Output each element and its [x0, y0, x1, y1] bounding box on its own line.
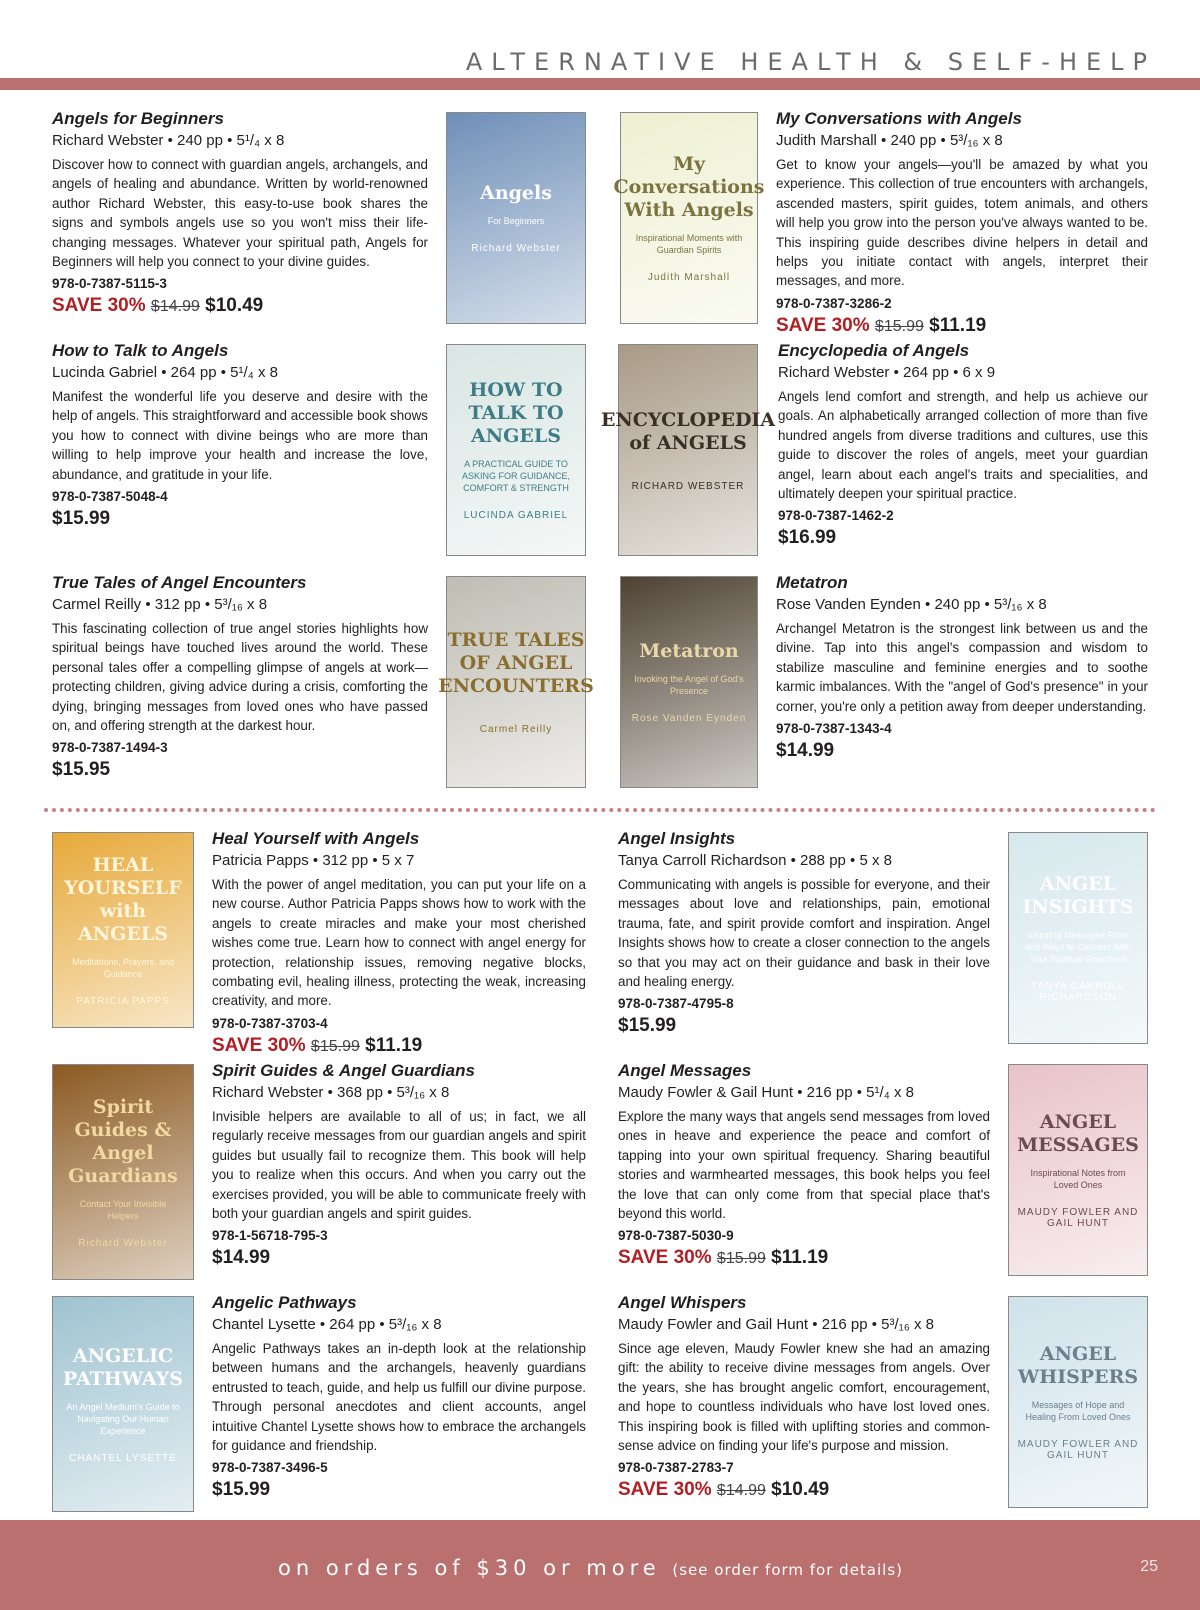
book-cover-image[interactable]: [446, 112, 586, 324]
book-meta: Judith Marshall • 240 pp • 5³/₁₆ x 8: [776, 132, 1003, 149]
cover-title: HOW TO TALK TO ANGELS: [468, 379, 564, 447]
book-description: Angels lend comfort and strength, and help us achieve our goals. An alphabetically arranged collection of more than five hundred angels from diverse traditions and cultures, use this guide to discover the roles of angels, meet your guardian angel, learn about each angel's traits and specialities, and ultimately deepen your spiritual practice.: [778, 389, 1148, 502]
book-size: 5¹/₄ x 8: [866, 1084, 914, 1101]
book-isbn: 978-0-7387-3496-5: [212, 1460, 328, 1476]
book-cover-image[interactable]: [52, 832, 194, 1028]
book-meta: Carmel Reilly • 312 pp • 5³/₁₆ x 8: [52, 596, 268, 613]
save-badge: SAVE 30%: [212, 1034, 306, 1056]
footer-promo-main: on orders of $30 or more: [278, 1556, 661, 1580]
book-price: $14.99: [776, 740, 835, 762]
book-pages: 368 pp: [337, 1084, 383, 1101]
book-cover-image[interactable]: [1008, 1064, 1148, 1276]
book-meta: Lucinda Gabriel • 264 pp • 5¹/₄ x 8: [52, 364, 278, 381]
save-badge: SAVE 30%: [776, 314, 870, 336]
save-badge: SAVE 30%: [618, 1247, 712, 1269]
original-price: $14.99: [150, 298, 200, 316]
book-description: With the power of angel meditation, you can put your life on a new course. Author Patricia Papps shows how to work with the angels to create miracles and make your most cherished wishes come true. Learn how to connect with angel energy for protection, relationship issues, removing negative blocks, combating evil, healing illness, protecting the weak, increasing creativity, and more.: [212, 877, 586, 1009]
original-price: $15.99: [716, 1250, 766, 1268]
book-description: Invisible helpers are available to all of us; in fact, we all regularly receive messages from our guardian angels and spirit guides but usually fail to recognize them. This book will help you to realize when this occurs. And when you carry out the exercises provided, you will be able to communicate freely with both your guardian angels and spirit guides.: [212, 1109, 586, 1222]
original-price: $15.99: [310, 1037, 360, 1055]
book-isbn: 978-0-7387-1343-4: [776, 721, 892, 737]
original-price: $15.99: [874, 317, 924, 335]
book-size: 5¹/₄ x 8: [230, 364, 278, 381]
book-title[interactable]: Angelic Pathways: [212, 1293, 357, 1312]
book-meta: Richard Webster • 240 pp • 5¹/₄ x 8: [52, 132, 285, 149]
book-entry: [212, 828, 586, 1059]
book-pages: 312 pp: [154, 596, 201, 613]
book-price: $11.19: [929, 314, 987, 336]
footer-promo-text: [278, 1556, 903, 1580]
book-pages: 288 pp: [800, 852, 846, 869]
save-badge: SAVE 30%: [52, 295, 146, 317]
cover-author: Richard Webster: [78, 1237, 168, 1249]
book-isbn: 978-0-7387-4795-8: [618, 996, 734, 1012]
book-cover-image[interactable]: [613, 112, 765, 324]
book-meta: Maudy Fowler & Gail Hunt • 216 pp • 5¹/₄ x 8: [618, 1084, 914, 1101]
book-author: Richard Webster: [212, 1084, 324, 1101]
book-entry: [52, 108, 428, 319]
book-size: 5¹/₄ x 8: [236, 132, 285, 149]
book-description: Since age eleven, Maudy Fowler knew she had an amazing gift: the ability to receive divine messages from angels. Over the years, she has brought angelic comfort, encouragement, and hope to countless individuals who have lost loved ones. This inspiring book is filled with uplifting stories and common-sense advice on finding your life's purpose and mission.: [618, 1341, 990, 1454]
book-title[interactable]: Heal Yourself with Angels: [212, 829, 420, 848]
book-isbn: 978-0-7387-3286-2: [776, 295, 892, 311]
dotted-divider: [44, 808, 1156, 812]
book-price: $10.49: [771, 1479, 830, 1501]
book-isbn: 978-0-7387-1494-3: [52, 740, 168, 756]
book-price: $15.99: [52, 508, 111, 530]
cover-author: Rose Vanden Eynden: [631, 713, 747, 724]
book-price: $15.99: [618, 1015, 677, 1037]
book-title[interactable]: True Tales of Angel Encounters: [52, 573, 307, 592]
book-price: $11.19: [365, 1034, 423, 1056]
book-author: Judith Marshall: [776, 132, 877, 149]
book-cover-image[interactable]: [620, 576, 758, 788]
book-price-line: [52, 758, 428, 782]
book-pages: 240 pp: [890, 132, 937, 149]
cover-title: Metatron: [639, 640, 739, 662]
book-title[interactable]: Metatron: [776, 573, 848, 592]
book-pages: 264 pp: [170, 364, 217, 381]
book-price-line: [618, 1014, 990, 1038]
book-author: Richard Webster: [778, 364, 890, 381]
cover-title: ANGELIC PATHWAYS: [63, 1344, 183, 1390]
cover-title: Spirit Guides & Angel Guardians: [68, 1095, 178, 1187]
book-title[interactable]: Angel Whispers: [618, 1293, 747, 1312]
book-entry: [776, 572, 1148, 763]
book-size: 6 x 9: [962, 364, 996, 381]
save-badge: SAVE 30%: [618, 1479, 712, 1501]
footer-promo-note: (see order form for details): [672, 1561, 903, 1579]
cover-title: Angels: [480, 182, 552, 204]
book-price: $14.99: [212, 1247, 271, 1269]
book-author: Maudy Fowler and Gail Hunt: [618, 1316, 809, 1333]
book-description: Get to know your angels—you'll be amazed by what you experience. This collection of true encounters with archangels, ascended masters, spirit guides, totem animals, and others will help you grow into the person you've always wanted to be. This inspiring guide describes divine helpers in detail and helps you initiate contact with angels, interpret their messages, and more.: [776, 157, 1148, 289]
cover-subtitle: Invoking the Angel of God's Presence: [634, 674, 744, 696]
book-title[interactable]: My Conversations with Angels: [776, 109, 1022, 128]
book-author: Maudy Fowler & Gail Hunt: [618, 1084, 794, 1101]
book-meta: Maudy Fowler and Gail Hunt • 216 pp • 5³/₁₆ x 8: [618, 1316, 934, 1333]
book-author: Richard Webster: [52, 132, 164, 149]
book-entry: [212, 1292, 586, 1502]
book-cover-image[interactable]: [52, 1064, 194, 1280]
cover-subtitle: Messages of Hope and Healing From Loved Ones: [1025, 1400, 1131, 1422]
book-description: Communicating with angels is possible for everyone, and their messages about love and relationships, pain, emotional trauma, fate, and spirit provide comfort and inspiration. Angel Insights shows how to create a closer connection to the angels so that you may act on their guidance and bask in their love and healing energy.: [618, 877, 990, 990]
book-title[interactable]: Angel Insights: [618, 829, 736, 848]
book-meta: Patricia Papps • 312 pp • 5 x 7: [212, 852, 415, 869]
book-cover-image[interactable]: [1008, 832, 1148, 1044]
cover-author: CHANTEL LYSETTE: [69, 1452, 177, 1464]
book-title[interactable]: Spirit Guides & Angel Guardians: [212, 1061, 475, 1080]
book-description: Explore the many ways that angels send messages from loved ones in heave and experience the peace and comfort of tapping into your own spiritual frequency. Sharing beautiful stories and warmhearted messages, this book helps you feel the love that can only come from that special place that's beyond this world.: [618, 1109, 990, 1222]
book-pages: 312 pp: [322, 852, 369, 869]
book-price-line: [212, 1246, 586, 1270]
book-title[interactable]: Encyclopedia of Angels: [778, 341, 970, 360]
footer-banner: [0, 1520, 1200, 1610]
book-title[interactable]: How to Talk to Angels: [52, 341, 229, 360]
cover-title: HEAL YOURSELF with ANGELS: [64, 853, 182, 945]
book-entry: [52, 572, 428, 782]
cover-title: ENCYCLOPEDIA of ANGELS: [600, 408, 776, 454]
book-author: Chantel Lysette: [212, 1316, 316, 1333]
book-title[interactable]: Angel Messages: [618, 1061, 752, 1080]
book-pages: 264 pp: [903, 364, 949, 381]
book-description: This fascinating collection of true angel stories highlights how spiritual beings have touched lives around the world. These personal tales offer a compelling glimpse of angels at work—protecting children, giving advice during a crisis, comforting the dying, bringing messages from loved ones who have passed on, and offering strength at the darkest hour.: [52, 621, 428, 734]
book-description: Manifest the wonderful life you deserve and desire with the help of angels. This straightforward and accessible book shows you how to connect with divine beings who are more than willing to help improve your health and increase the love, abundance, and gratitude in your life.: [52, 389, 428, 482]
book-isbn: 978-0-7387-5030-9: [618, 1228, 734, 1244]
book-cover-image[interactable]: [600, 344, 776, 556]
book-pages: 264 pp: [329, 1316, 376, 1333]
cover-title: TRUE TALES OF ANGEL ENCOUNTERS: [438, 629, 594, 697]
cover-author: RICHARD WEBSTER: [631, 480, 745, 492]
book-price-line: [52, 294, 428, 319]
book-description: Archangel Metatron is the strongest link between us and the divine. Tap into this angel's compassion and wisdom to stabilize masculine and feminine energies and to soothe karmic imbalances. With the "angel of God's presence" in your corner, you're only a petition away from deeper understanding.: [776, 621, 1148, 714]
book-price-line: [618, 1478, 990, 1503]
cover-title: ANGEL MESSAGES: [1017, 1111, 1139, 1156]
book-cover-image[interactable]: [446, 344, 586, 556]
book-price: $10.49: [205, 295, 264, 317]
book-price: $11.19: [771, 1247, 829, 1269]
book-entry: [52, 340, 428, 531]
book-price-line: [776, 739, 1148, 763]
cover-title: ANGEL WHISPERS: [1017, 1343, 1139, 1388]
book-isbn: 978-0-7387-1462-2: [778, 508, 894, 524]
cover-author: MAUDY FOWLER AND GAIL HUNT: [1017, 1439, 1139, 1461]
book-size: 5³/₁₆ x 8: [214, 596, 268, 613]
book-size: 5³/₁₆ x 8: [881, 1316, 934, 1333]
book-size: 5³/₁₆ x 8: [388, 1316, 442, 1333]
header-bar: [0, 78, 1200, 90]
book-meta: Richard Webster • 264 pp • 6 x 9: [778, 364, 996, 381]
book-size: 5 x 8: [859, 852, 893, 869]
book-entry: [212, 1060, 586, 1270]
book-entry: [618, 1292, 990, 1503]
book-meta: Chantel Lysette • 264 pp • 5³/₁₆ x 8: [212, 1316, 442, 1333]
book-isbn: 978-0-7387-2783-7: [618, 1460, 734, 1476]
book-author: Lucinda Gabriel: [52, 364, 158, 381]
cover-title: My Conversations With Angels: [613, 153, 765, 221]
cover-author: LUCINDA GABRIEL: [463, 510, 569, 521]
cover-author: Carmel Reilly: [479, 724, 553, 735]
book-price-line: [212, 1478, 586, 1502]
book-entry: [618, 828, 990, 1038]
book-meta: Tanya Carroll Richardson • 288 pp • 5 x 8: [618, 852, 893, 869]
book-cover-image[interactable]: [1008, 1296, 1148, 1508]
book-price: $15.99: [212, 1479, 271, 1501]
book-entry: [776, 108, 1148, 339]
book-size: 5 x 7: [381, 852, 415, 869]
cover-author: Richard Webster: [471, 243, 561, 254]
book-isbn: 978-0-7387-3703-4: [212, 1015, 328, 1031]
book-cover-image[interactable]: [438, 576, 594, 788]
book-meta: Richard Webster • 368 pp • 5³/₁₆ x 8: [212, 1084, 450, 1101]
book-entry: [618, 1060, 990, 1271]
book-price-line: [778, 526, 1148, 550]
cover-author: PATRICIA PAPPS: [76, 995, 170, 1007]
book-price: $15.95: [52, 759, 111, 781]
book-size: 5³/₁₆ x 8: [396, 1084, 450, 1101]
book-meta: Rose Vanden Eynden • 240 pp • 5³/₁₆ x 8: [776, 596, 1047, 613]
cover-subtitle: Contact Your Invisible Helpers: [79, 1198, 167, 1221]
header-title: ALTERNATIVE HEALTH & SELF-HELP: [465, 48, 1156, 76]
cover-subtitle: Inspiring Messages From and Ways to Connect With Your Spiritual Guardians: [1024, 930, 1132, 964]
book-isbn: 978-1-56718-795-3: [212, 1228, 328, 1244]
book-price-line: [776, 314, 1148, 339]
book-price-line: [618, 1246, 990, 1271]
book-title[interactable]: Angels for Beginners: [52, 109, 224, 128]
cover-author: TANYA CARROLL RICHARDSON: [1030, 981, 1126, 1003]
book-pages: 240 pp: [177, 132, 223, 149]
book-author: Rose Vanden Eynden: [776, 596, 921, 613]
book-size: 5³/₁₆ x 8: [993, 596, 1047, 613]
cover-subtitle: Inspirational Notes from Loved Ones: [1030, 1168, 1126, 1190]
cover-subtitle: For Beginners: [487, 216, 545, 226]
book-price-line: [52, 507, 428, 531]
cover-subtitle: An Angel Medium's Guide to Navigating Our Human Experience: [66, 1401, 180, 1436]
book-pages: 240 pp: [934, 596, 981, 613]
book-size: 5³/₁₆ x 8: [949, 132, 1003, 149]
book-isbn: 978-0-7387-5115-3: [52, 276, 167, 292]
cover-title: ANGEL INSIGHTS: [1022, 873, 1134, 918]
cover-subtitle: Meditations, Prayers, and Guidance: [71, 956, 175, 979]
book-price-line: [212, 1034, 586, 1059]
cover-subtitle: Inspirational Moments with Guardian Spirits: [635, 233, 743, 255]
cover-author: Judith Marshall: [647, 272, 731, 283]
book-price: $16.99: [778, 527, 837, 549]
page-number: 25: [1140, 1558, 1158, 1575]
book-entry: [778, 340, 1148, 550]
book-author: Patricia Papps: [212, 852, 309, 869]
book-cover-image[interactable]: [52, 1296, 194, 1512]
book-description: Discover how to connect with guardian angels, archangels, and angels of healing and abundance. Written by world-renowned author Richard Webster, this easy-to-use book shares the signs and symbols angels use so you won't miss their life-changing messages. Whatever your spiritual path, Angels for Beginners will help you connect to your divine guides.: [52, 157, 428, 270]
cover-author: MAUDY FOWLER AND GAIL HUNT: [1017, 1207, 1139, 1229]
book-pages: 216 pp: [821, 1316, 868, 1333]
book-pages: 216 pp: [806, 1084, 853, 1101]
book-isbn: 978-0-7387-5048-4: [52, 489, 168, 505]
original-price: $14.99: [716, 1482, 766, 1500]
book-description: Angelic Pathways takes an in-depth look at the relationship between humans and the archangels, heavenly guardians entrusted to teach, guide, and help us fulfill our divine purpose. Through personal anecdotes and client accounts, angel intuitive Chantel Lysette shows how to embrace the archangels for guidance and friendship.: [212, 1341, 586, 1454]
book-author: Carmel Reilly: [52, 596, 142, 613]
cover-subtitle: A PRACTICAL GUIDE TO ASKING FOR GUIDANCE, COMFORT & STRENGTH: [461, 459, 570, 493]
book-author: Tanya Carroll Richardson: [618, 852, 787, 869]
